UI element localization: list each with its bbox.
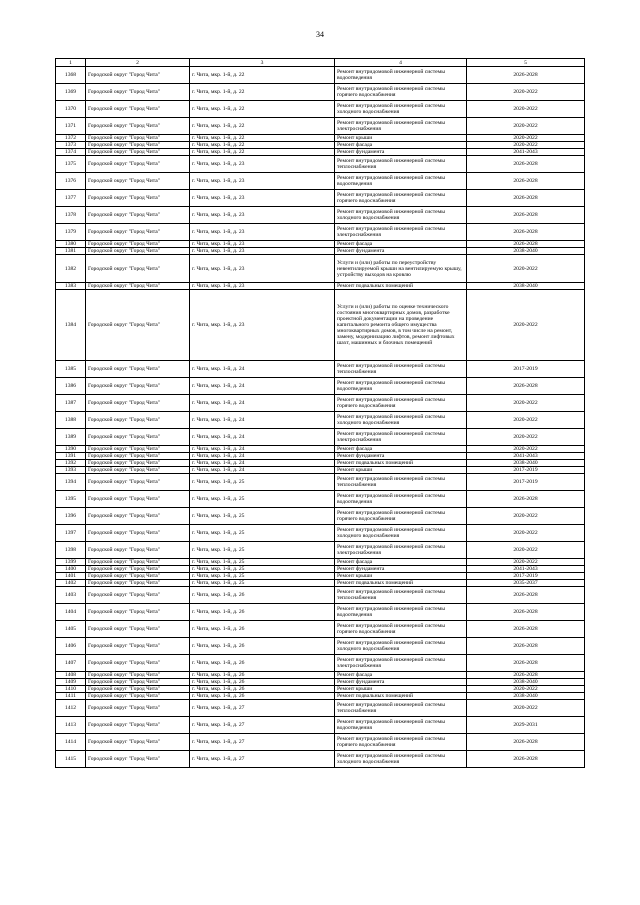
period-cell: 2017-2019 bbox=[467, 573, 585, 580]
table-row bbox=[56, 751, 585, 768]
address-cell: г. Чита, мкр. 1-й, д. 25 bbox=[190, 559, 335, 566]
table-row bbox=[56, 290, 585, 361]
owner-cell: Городской округ "Город Чита" bbox=[86, 672, 190, 679]
table-row bbox=[56, 429, 585, 446]
row-number-cell: 1386 bbox=[56, 378, 86, 395]
work-cell: Ремонт фасада bbox=[335, 241, 467, 248]
period-cell: 2020-2022 bbox=[467, 395, 585, 412]
address-cell: г. Чита, мкр. 1-й, д. 24 bbox=[190, 395, 335, 412]
address-cell: г. Чита, мкр. 1-й, д. 26 bbox=[190, 604, 335, 621]
owner-cell: Городской округ "Город Чита" bbox=[86, 118, 190, 135]
owner-cell: Городской округ "Город Чита" bbox=[86, 621, 190, 638]
work-cell: Ремонт внутридомовой инженерной системы водоотведения bbox=[335, 717, 467, 734]
address-cell: г. Чита, мкр. 1-й, д. 25 bbox=[190, 566, 335, 573]
work-cell: Ремонт внутридомовой инженерной системы водоотведения bbox=[335, 173, 467, 190]
header-cell: 4 bbox=[335, 59, 467, 67]
page-number: 34 bbox=[316, 30, 324, 39]
owner-cell: Городской округ "Город Чита" bbox=[86, 224, 190, 241]
work-cell: Ремонт внутридомовой инженерной системы теплоснабжения bbox=[335, 700, 467, 717]
address-cell: г. Чита, мкр. 1-й, д. 22 bbox=[190, 67, 335, 84]
address-cell: г. Чита, мкр. 1-й, д. 26 bbox=[190, 638, 335, 655]
row-number-cell: 1411 bbox=[56, 693, 86, 700]
header-cell: 3 bbox=[190, 59, 335, 67]
address-cell: г. Чита, мкр. 1-й, д. 25 bbox=[190, 580, 335, 587]
table-row bbox=[56, 395, 585, 412]
owner-cell: Городской округ "Город Чита" bbox=[86, 378, 190, 395]
table-row bbox=[56, 173, 585, 190]
period-cell: 2020-2022 bbox=[467, 142, 585, 149]
table-row bbox=[56, 241, 585, 248]
address-cell: г. Чита, мкр. 1-й, д. 22 bbox=[190, 118, 335, 135]
work-cell: Ремонт фундамента bbox=[335, 679, 467, 686]
address-cell: г. Чита, мкр. 1-й, д. 24 bbox=[190, 460, 335, 467]
row-number-cell: 1369 bbox=[56, 84, 86, 101]
period-cell: 2041-2043 bbox=[467, 566, 585, 573]
address-cell: г. Чита, мкр. 1-й, д. 25 bbox=[190, 542, 335, 559]
owner-cell: Городской округ "Город Чита" bbox=[86, 559, 190, 566]
owner-cell: Городской округ "Город Чита" bbox=[86, 101, 190, 118]
table-row bbox=[56, 566, 585, 573]
header-cell: 1 bbox=[56, 59, 86, 67]
work-cell: Ремонт внутридомовой инженерной системы холодного водоснабжения bbox=[335, 525, 467, 542]
work-cell: Ремонт внутридомовой инженерной системы холодного водоснабжения bbox=[335, 207, 467, 224]
period-cell: 2020-2022 bbox=[467, 84, 585, 101]
address-cell: г. Чита, мкр. 1-й, д. 22 bbox=[190, 101, 335, 118]
owner-cell: Городской округ "Город Чита" bbox=[86, 580, 190, 587]
table-row bbox=[56, 255, 585, 283]
owner-cell: Городской округ "Город Чита" bbox=[86, 693, 190, 700]
owner-cell: Городской округ "Город Чита" bbox=[86, 149, 190, 156]
row-number-cell: 1394 bbox=[56, 474, 86, 491]
owner-cell: Городской округ "Город Чита" bbox=[86, 446, 190, 453]
owner-cell: Городской округ "Город Чита" bbox=[86, 412, 190, 429]
row-number-cell: 1372 bbox=[56, 135, 86, 142]
period-cell: 2026-2028 bbox=[467, 751, 585, 768]
address-cell: г. Чита, мкр. 1-й, д. 26 bbox=[190, 655, 335, 672]
period-cell: 2038-2040 bbox=[467, 460, 585, 467]
address-cell: г. Чита, мкр. 1-й, д. 27 bbox=[190, 734, 335, 751]
address-cell: г. Чита, мкр. 1-й, д. 24 bbox=[190, 361, 335, 378]
work-cell: Ремонт внутридомовой инженерной системы водоотведения bbox=[335, 378, 467, 395]
period-cell: 2038-2040 bbox=[467, 679, 585, 686]
address-cell: г. Чита, мкр. 1-й, д. 23 bbox=[190, 248, 335, 255]
capital-repair-table bbox=[55, 58, 585, 768]
table-row bbox=[56, 559, 585, 566]
period-cell: 2035-2037 bbox=[467, 580, 585, 587]
owner-cell: Городской округ "Город Чита" bbox=[86, 241, 190, 248]
work-cell: Ремонт внутридомовой инженерной системы горячего водоснабжения bbox=[335, 508, 467, 525]
table-row bbox=[56, 412, 585, 429]
period-cell: 2041-2043 bbox=[467, 149, 585, 156]
period-cell: 2026-2028 bbox=[467, 156, 585, 173]
work-cell: Ремонт внутридомовой инженерной системы холодного водоснабжения bbox=[335, 751, 467, 768]
owner-cell: Городской округ "Город Чита" bbox=[86, 679, 190, 686]
address-cell: г. Чита, мкр. 1-й, д. 26 bbox=[190, 587, 335, 604]
row-number-cell: 1385 bbox=[56, 361, 86, 378]
period-cell: 2026-2028 bbox=[467, 604, 585, 621]
table-row bbox=[56, 542, 585, 559]
owner-cell: Городской округ "Город Чита" bbox=[86, 290, 190, 361]
owner-cell: Городской округ "Город Чита" bbox=[86, 207, 190, 224]
owner-cell: Городской округ "Город Чита" bbox=[86, 255, 190, 283]
work-cell: Ремонт подвальных помещений bbox=[335, 283, 467, 290]
address-cell: г. Чита, мкр. 1-й, д. 22 bbox=[190, 84, 335, 101]
table-row bbox=[56, 655, 585, 672]
work-cell: Ремонт крыши bbox=[335, 573, 467, 580]
address-cell: г. Чита, мкр. 1-й, д. 24 bbox=[190, 453, 335, 460]
period-cell: 2020-2022 bbox=[467, 290, 585, 361]
row-number-cell: 1391 bbox=[56, 453, 86, 460]
period-cell: 2026-2028 bbox=[467, 621, 585, 638]
address-cell: г. Чита, мкр. 1-й, д. 26 bbox=[190, 679, 335, 686]
row-number-cell: 1415 bbox=[56, 751, 86, 768]
row-number-cell: 1370 bbox=[56, 101, 86, 118]
period-cell: 2026-2028 bbox=[467, 224, 585, 241]
row-number-cell: 1398 bbox=[56, 542, 86, 559]
table-row bbox=[56, 573, 585, 580]
row-number-cell: 1410 bbox=[56, 686, 86, 693]
period-cell: 2020-2022 bbox=[467, 446, 585, 453]
owner-cell: Городской округ "Город Чита" bbox=[86, 248, 190, 255]
address-cell: г. Чита, мкр. 1-й, д. 23 bbox=[190, 224, 335, 241]
owner-cell: Городской округ "Город Чита" bbox=[86, 467, 190, 474]
owner-cell: Городской округ "Город Чита" bbox=[86, 283, 190, 290]
row-number-cell: 1404 bbox=[56, 604, 86, 621]
row-number-cell: 1390 bbox=[56, 446, 86, 453]
table-row bbox=[56, 587, 585, 604]
row-number-cell: 1387 bbox=[56, 395, 86, 412]
address-cell: г. Чита, мкр. 1-й, д. 22 bbox=[190, 142, 335, 149]
row-number-cell: 1414 bbox=[56, 734, 86, 751]
table-row bbox=[56, 207, 585, 224]
work-cell: Услуги и (или) работы по оценке технического состояния многоквартирных домов, разработке проектной документации на проведение капитального ремонта общего имущества многоквартирных домов, в том числе на ремонт, замену, модернизацию лифтов, ремонт лифтовых шахт, машинных и блочных помещений bbox=[335, 290, 467, 361]
table-row bbox=[56, 142, 585, 149]
table-row bbox=[56, 734, 585, 751]
work-cell: Ремонт внутридомовой инженерной системы холодного водоснабжения bbox=[335, 638, 467, 655]
owner-cell: Городской округ "Город Чита" bbox=[86, 474, 190, 491]
owner-cell: Городской округ "Город Чита" bbox=[86, 429, 190, 446]
period-cell: 2026-2028 bbox=[467, 67, 585, 84]
address-cell: г. Чита, мкр. 1-й, д. 27 bbox=[190, 717, 335, 734]
work-cell: Ремонт внутридомовой инженерной системы теплоснабжения bbox=[335, 156, 467, 173]
owner-cell: Городской округ "Город Чита" bbox=[86, 156, 190, 173]
period-cell: 2038-2040 bbox=[467, 693, 585, 700]
work-cell: Ремонт подвальных помещений bbox=[335, 460, 467, 467]
table-row bbox=[56, 686, 585, 693]
address-cell: г. Чита, мкр. 1-й, д. 26 bbox=[190, 672, 335, 679]
owner-cell: Городской округ "Город Чита" bbox=[86, 67, 190, 84]
address-cell: г. Чита, мкр. 1-й, д. 23 bbox=[190, 207, 335, 224]
period-cell: 2017-2019 bbox=[467, 467, 585, 474]
table-row bbox=[56, 101, 585, 118]
address-cell: г. Чита, мкр. 1-й, д. 25 bbox=[190, 525, 335, 542]
period-cell: 2020-2022 bbox=[467, 101, 585, 118]
work-cell: Ремонт внутридомовой инженерной системы горячего водоснабжения bbox=[335, 395, 467, 412]
work-cell: Ремонт внутридомовой инженерной системы холодного водоснабжения bbox=[335, 412, 467, 429]
row-number-cell: 1380 bbox=[56, 241, 86, 248]
work-cell: Ремонт внутридомовой инженерной системы горячего водоснабжения bbox=[335, 84, 467, 101]
period-cell: 2026-2028 bbox=[467, 491, 585, 508]
owner-cell: Городской округ "Город Чита" bbox=[86, 508, 190, 525]
address-cell: г. Чита, мкр. 1-й, д. 23 bbox=[190, 290, 335, 361]
period-cell: 2026-2028 bbox=[467, 190, 585, 207]
row-number-cell: 1384 bbox=[56, 290, 86, 361]
row-number-cell: 1368 bbox=[56, 67, 86, 84]
row-number-cell: 1373 bbox=[56, 142, 86, 149]
owner-cell: Городской округ "Город Чита" bbox=[86, 525, 190, 542]
table-row bbox=[56, 460, 585, 467]
work-cell: Ремонт крыши bbox=[335, 467, 467, 474]
work-cell: Ремонт внутридомовой инженерной системы холодного водоснабжения bbox=[335, 101, 467, 118]
row-number-cell: 1402 bbox=[56, 580, 86, 587]
owner-cell: Городской округ "Город Чита" bbox=[86, 460, 190, 467]
row-number-cell: 1376 bbox=[56, 173, 86, 190]
period-cell: 2029-2031 bbox=[467, 717, 585, 734]
table-header-row bbox=[56, 59, 585, 67]
row-number-cell: 1382 bbox=[56, 255, 86, 283]
period-cell: 2020-2022 bbox=[467, 542, 585, 559]
work-cell: Ремонт подвальных помещений bbox=[335, 693, 467, 700]
owner-cell: Городской округ "Город Чита" bbox=[86, 542, 190, 559]
owner-cell: Городской округ "Город Чита" bbox=[86, 717, 190, 734]
table-row bbox=[56, 508, 585, 525]
row-number-cell: 1406 bbox=[56, 638, 86, 655]
period-cell: 2026-2028 bbox=[467, 207, 585, 224]
row-number-cell: 1395 bbox=[56, 491, 86, 508]
period-cell: 2020-2022 bbox=[467, 255, 585, 283]
row-number-cell: 1374 bbox=[56, 149, 86, 156]
owner-cell: Городской округ "Город Чита" bbox=[86, 700, 190, 717]
owner-cell: Городской округ "Город Чита" bbox=[86, 734, 190, 751]
address-cell: г. Чита, мкр. 1-й, д. 25 bbox=[190, 508, 335, 525]
work-cell: Ремонт внутридомовой инженерной системы электроснабжения bbox=[335, 542, 467, 559]
owner-cell: Городской округ "Город Чита" bbox=[86, 638, 190, 655]
owner-cell: Городской округ "Город Чита" bbox=[86, 173, 190, 190]
table-row bbox=[56, 717, 585, 734]
owner-cell: Городской округ "Город Чита" bbox=[86, 751, 190, 768]
work-cell: Ремонт крыши bbox=[335, 135, 467, 142]
row-number-cell: 1408 bbox=[56, 672, 86, 679]
table-row bbox=[56, 491, 585, 508]
row-number-cell: 1389 bbox=[56, 429, 86, 446]
row-number-cell: 1379 bbox=[56, 224, 86, 241]
row-number-cell: 1409 bbox=[56, 679, 86, 686]
row-number-cell: 1377 bbox=[56, 190, 86, 207]
owner-cell: Городской округ "Город Чита" bbox=[86, 361, 190, 378]
work-cell: Ремонт внутридомовой инженерной системы водоотведения bbox=[335, 67, 467, 84]
table-row bbox=[56, 84, 585, 101]
work-cell: Ремонт крыши bbox=[335, 686, 467, 693]
address-cell: г. Чита, мкр. 1-й, д. 22 bbox=[190, 135, 335, 142]
row-number-cell: 1371 bbox=[56, 118, 86, 135]
owner-cell: Городской округ "Город Чита" bbox=[86, 604, 190, 621]
table-row bbox=[56, 580, 585, 587]
work-cell: Услуги и (или) работы по переустройству невентилируемой крыши на вентилируемую крышу, устройству выходов на кровлю bbox=[335, 255, 467, 283]
owner-cell: Городской округ "Город Чита" bbox=[86, 395, 190, 412]
period-cell: 2020-2022 bbox=[467, 559, 585, 566]
row-number-cell: 1388 bbox=[56, 412, 86, 429]
row-number-cell: 1396 bbox=[56, 508, 86, 525]
table-row bbox=[56, 118, 585, 135]
address-cell: г. Чита, мкр. 1-й, д. 23 bbox=[190, 255, 335, 283]
work-cell: Ремонт фундамента bbox=[335, 248, 467, 255]
row-number-cell: 1392 bbox=[56, 460, 86, 467]
work-cell: Ремонт внутридомовой инженерной системы электроснабжения bbox=[335, 118, 467, 135]
work-cell: Ремонт фасада bbox=[335, 142, 467, 149]
work-cell: Ремонт фасада bbox=[335, 559, 467, 566]
table-row bbox=[56, 135, 585, 142]
owner-cell: Городской округ "Город Чита" bbox=[86, 84, 190, 101]
table-row bbox=[56, 378, 585, 395]
address-cell: г. Чита, мкр. 1-й, д. 24 bbox=[190, 412, 335, 429]
owner-cell: Городской округ "Город Чита" bbox=[86, 686, 190, 693]
table-row bbox=[56, 248, 585, 255]
row-number-cell: 1401 bbox=[56, 573, 86, 580]
period-cell: 2020-2022 bbox=[467, 118, 585, 135]
header-cell: 2 bbox=[86, 59, 190, 67]
table-row bbox=[56, 700, 585, 717]
address-cell: г. Чита, мкр. 1-й, д. 25 bbox=[190, 491, 335, 508]
owner-cell: Городской округ "Город Чита" bbox=[86, 453, 190, 460]
address-cell: г. Чита, мкр. 1-й, д. 23 bbox=[190, 283, 335, 290]
table-row bbox=[56, 156, 585, 173]
work-cell: Ремонт внутридомовой инженерной системы электроснабжения bbox=[335, 655, 467, 672]
table-row bbox=[56, 467, 585, 474]
table-row bbox=[56, 190, 585, 207]
work-cell: Ремонт внутридомовой инженерной системы водоотведения bbox=[335, 604, 467, 621]
work-cell: Ремонт внутридомовой инженерной системы горячего водоснабжения bbox=[335, 734, 467, 751]
table-row bbox=[56, 446, 585, 453]
work-cell: Ремонт подвальных помещений bbox=[335, 580, 467, 587]
table-row bbox=[56, 453, 585, 460]
work-cell: Ремонт фундамента bbox=[335, 453, 467, 460]
address-cell: г. Чита, мкр. 1-й, д. 23 bbox=[190, 173, 335, 190]
owner-cell: Городской округ "Город Чита" bbox=[86, 142, 190, 149]
table-row bbox=[56, 525, 585, 542]
period-cell: 2026-2028 bbox=[467, 638, 585, 655]
work-cell: Ремонт фундамента bbox=[335, 566, 467, 573]
period-cell: 2020-2022 bbox=[467, 135, 585, 142]
owner-cell: Городской округ "Город Чита" bbox=[86, 135, 190, 142]
address-cell: г. Чита, мкр. 1-й, д. 25 bbox=[190, 474, 335, 491]
work-cell: Ремонт внутридомовой инженерной системы теплоснабжения bbox=[335, 361, 467, 378]
address-cell: г. Чита, мкр. 1-й, д. 23 bbox=[190, 190, 335, 207]
row-number-cell: 1405 bbox=[56, 621, 86, 638]
work-cell: Ремонт внутридомовой инженерной системы водоотведения bbox=[335, 491, 467, 508]
period-cell: 2020-2022 bbox=[467, 412, 585, 429]
table-row bbox=[56, 672, 585, 679]
row-number-cell: 1412 bbox=[56, 700, 86, 717]
table-row bbox=[56, 638, 585, 655]
work-cell: Ремонт фасада bbox=[335, 446, 467, 453]
address-cell: г. Чита, мкр. 1-й, д. 24 bbox=[190, 467, 335, 474]
owner-cell: Городской округ "Город Чита" bbox=[86, 587, 190, 604]
period-cell: 2026-2028 bbox=[467, 173, 585, 190]
table-row bbox=[56, 149, 585, 156]
row-number-cell: 1399 bbox=[56, 559, 86, 566]
period-cell: 2017-2019 bbox=[467, 474, 585, 491]
period-cell: 2020-2022 bbox=[467, 508, 585, 525]
address-cell: г. Чита, мкр. 1-й, д. 24 bbox=[190, 446, 335, 453]
period-cell: 2041-2043 bbox=[467, 453, 585, 460]
row-number-cell: 1378 bbox=[56, 207, 86, 224]
period-cell: 2020-2022 bbox=[467, 700, 585, 717]
owner-cell: Городской округ "Город Чита" bbox=[86, 655, 190, 672]
address-cell: г. Чита, мкр. 1-й, д. 27 bbox=[190, 700, 335, 717]
table-row bbox=[56, 693, 585, 700]
address-cell: г. Чита, мкр. 1-й, д. 24 bbox=[190, 429, 335, 446]
row-number-cell: 1383 bbox=[56, 283, 86, 290]
row-number-cell: 1375 bbox=[56, 156, 86, 173]
owner-cell: Городской округ "Город Чита" bbox=[86, 573, 190, 580]
work-cell: Ремонт внутридомовой инженерной системы теплоснабжения bbox=[335, 587, 467, 604]
address-cell: г. Чита, мкр. 1-й, д. 23 bbox=[190, 156, 335, 173]
table-row bbox=[56, 621, 585, 638]
address-cell: г. Чита, мкр. 1-й, д. 27 bbox=[190, 751, 335, 768]
period-cell: 2020-2022 bbox=[467, 429, 585, 446]
address-cell: г. Чита, мкр. 1-й, д. 26 bbox=[190, 686, 335, 693]
table-row bbox=[56, 679, 585, 686]
work-cell: Ремонт фасада bbox=[335, 672, 467, 679]
period-cell: 2020-2022 bbox=[467, 525, 585, 542]
period-cell: 2026-2028 bbox=[467, 655, 585, 672]
work-cell: Ремонт внутридомовой инженерной системы электроснабжения bbox=[335, 429, 467, 446]
work-cell: Ремонт внутридомовой инженерной системы электроснабжения bbox=[335, 224, 467, 241]
header-cell: 5 bbox=[467, 59, 585, 67]
address-cell: г. Чита, мкр. 1-й, д. 23 bbox=[190, 241, 335, 248]
address-cell: г. Чита, мкр. 1-й, д. 25 bbox=[190, 573, 335, 580]
row-number-cell: 1413 bbox=[56, 717, 86, 734]
work-cell: Ремонт внутридомовой инженерной системы горячего водоснабжения bbox=[335, 621, 467, 638]
table-row bbox=[56, 604, 585, 621]
work-cell: Ремонт внутридомовой инженерной системы горячего водоснабжения bbox=[335, 190, 467, 207]
row-number-cell: 1381 bbox=[56, 248, 86, 255]
period-cell: 2026-2028 bbox=[467, 672, 585, 679]
work-cell: Ремонт внутридомовой инженерной системы теплоснабжения bbox=[335, 474, 467, 491]
table-row bbox=[56, 224, 585, 241]
owner-cell: Городской округ "Город Чита" bbox=[86, 190, 190, 207]
period-cell: 2038-2040 bbox=[467, 283, 585, 290]
table-row bbox=[56, 474, 585, 491]
table-row bbox=[56, 67, 585, 84]
table-row bbox=[56, 283, 585, 290]
period-cell: 2026-2028 bbox=[467, 241, 585, 248]
address-cell: г. Чита, мкр. 1-й, д. 22 bbox=[190, 149, 335, 156]
address-cell: г. Чита, мкр. 1-й, д. 26 bbox=[190, 693, 335, 700]
period-cell: 2020-2022 bbox=[467, 686, 585, 693]
table-row bbox=[56, 361, 585, 378]
work-cell: Ремонт фундамента bbox=[335, 149, 467, 156]
period-cell: 2038-2040 bbox=[467, 248, 585, 255]
period-cell: 2017-2019 bbox=[467, 361, 585, 378]
owner-cell: Городской округ "Город Чита" bbox=[86, 566, 190, 573]
owner-cell: Городской округ "Город Чита" bbox=[86, 491, 190, 508]
period-cell: 2026-2028 bbox=[467, 587, 585, 604]
period-cell: 2026-2028 bbox=[467, 734, 585, 751]
period-cell: 2026-2028 bbox=[467, 378, 585, 395]
row-number-cell: 1393 bbox=[56, 467, 86, 474]
row-number-cell: 1403 bbox=[56, 587, 86, 604]
row-number-cell: 1397 bbox=[56, 525, 86, 542]
row-number-cell: 1407 bbox=[56, 655, 86, 672]
address-cell: г. Чита, мкр. 1-й, д. 26 bbox=[190, 621, 335, 638]
address-cell: г. Чита, мкр. 1-й, д. 24 bbox=[190, 378, 335, 395]
row-number-cell: 1400 bbox=[56, 566, 86, 573]
